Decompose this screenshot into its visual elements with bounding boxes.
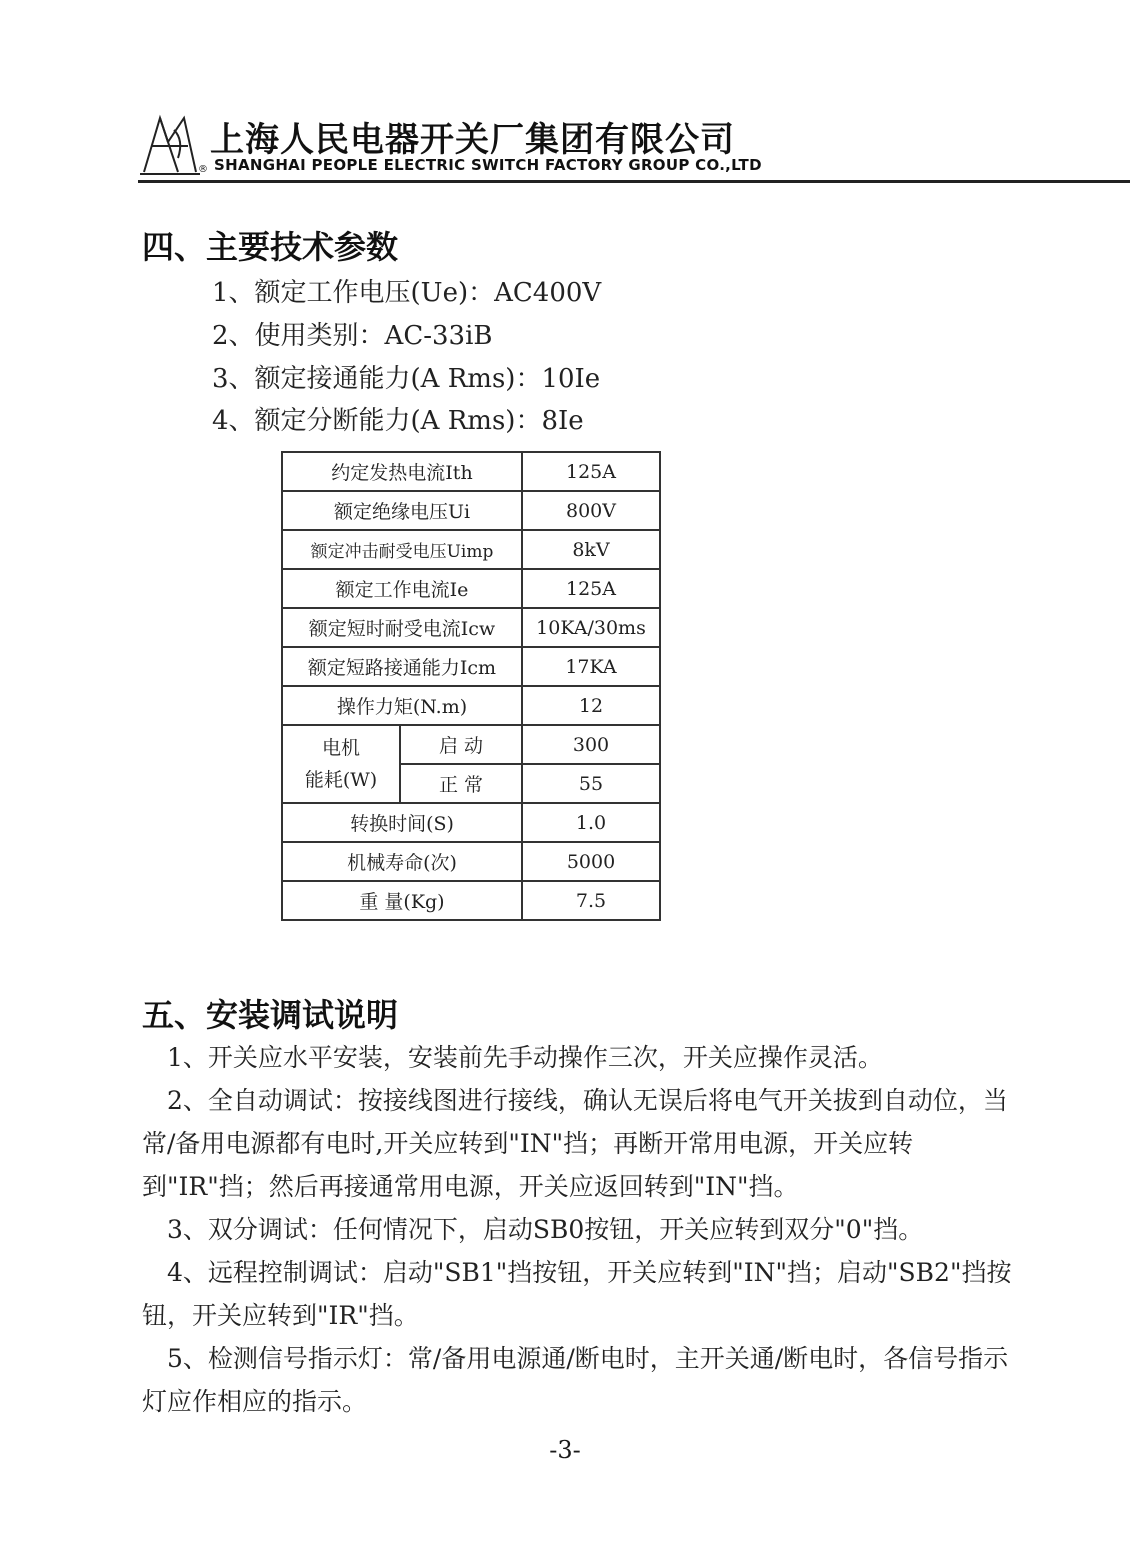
row-value: 8kV (522, 530, 660, 569)
table-row (282, 725, 660, 764)
header-rule (138, 180, 1130, 183)
table-row (282, 803, 660, 842)
page-number: -3- (549, 1436, 581, 1464)
row-value: 10KA/30ms (522, 608, 660, 647)
row-label: 机械寿命(次) (282, 842, 522, 881)
param-item: 1、额定工作电压(Ue)：AC400V (212, 278, 602, 308)
row-label: 额定短时耐受电流Icw (282, 608, 522, 647)
motor-label-line2: 能耗(W) (304, 769, 378, 791)
row-label: 操作力矩(N.m) (282, 686, 522, 725)
spec-table (281, 451, 661, 921)
row-value: 12 (522, 686, 660, 725)
row-label: 额定冲击耐受电压Uimp (282, 530, 522, 569)
table-row (282, 569, 660, 608)
row-value: 1.0 (522, 803, 660, 842)
row-value: 5000 (522, 842, 660, 881)
table-row (282, 881, 660, 920)
motor-start-label: 启 动 (400, 725, 522, 764)
param-item: 4、额定分断能力(A Rms)：8Ie (212, 406, 584, 436)
row-label: 约定发热电流Ith (282, 452, 522, 491)
param-item: 3、额定接通能力(A Rms)：10Ie (212, 364, 601, 394)
instruction-item: 1、开关应水平安装，安装前先手动操作三次，开关应操作灵活。 (167, 1043, 883, 1072)
row-label: 重 量(Kg) (282, 881, 522, 920)
page-header (138, 108, 1130, 184)
param-item: 2、使用类别：AC-33iB (212, 321, 493, 351)
section5-title: 五、安装调试说明 (142, 996, 399, 1034)
instruction-item: 2、全自动调试：按接线图进行接线，确认无误后将电气开关拔到自动位，当常/备用电源都有电时,开关应转到"IN"挡；再断开常用电源，开关应转到"IR"挡；然后再接通常用电源，开关应返回转到"IN"挡。 (142, 1086, 1008, 1201)
motor-start-value: 300 (522, 725, 660, 764)
registered-mark: ® (198, 164, 208, 175)
table-row (282, 647, 660, 686)
row-value: 125A (522, 452, 660, 491)
row-value: 125A (522, 569, 660, 608)
motor-label-line1: 电机 (321, 737, 360, 759)
motor-normal-label: 正 常 (400, 764, 522, 803)
instruction-item: 5、检测信号指示灯：常/备用电源通/断电时，主开关通/断电时，各信号指示灯应作相应的指示。 (142, 1344, 1009, 1416)
row-label: 额定工作电流Ie (282, 569, 522, 608)
table-row (282, 842, 660, 881)
row-value: 7.5 (522, 881, 660, 920)
row-value: 800V (522, 491, 660, 530)
section4-title: 四、主要技术参数 (142, 228, 399, 266)
instruction-item: 3、双分调试：任何情况下，启动SB0按钮，开关应转到双分"0"挡。 (167, 1215, 924, 1244)
table-row (282, 452, 660, 491)
row-label: 额定绝缘电压Ui (282, 491, 522, 530)
factory-logo-icon (138, 112, 202, 178)
row-label: 额定短路接通能力Icm (282, 647, 522, 686)
table-row (282, 686, 660, 725)
table-row (282, 608, 660, 647)
company-name-en: SHANGHAI PEOPLE ELECTRIC SWITCH FACTORY GROUP CO.,LTD (214, 156, 762, 174)
motor-group-label (282, 725, 400, 803)
row-value: 17KA (522, 647, 660, 686)
table-row (282, 491, 660, 530)
motor-normal-value: 55 (522, 764, 660, 803)
company-name-cn: 上海人民电器开关厂集团有限公司 (210, 120, 735, 160)
instruction-item: 4、远程控制调试：启动"SB1"挡按钮，开关应转到"IN"挡；启动"SB2"挡按钮，开关应转到"IR"挡。 (142, 1258, 1012, 1330)
row-label: 转换时间(S) (282, 803, 522, 842)
table-row (282, 530, 660, 569)
